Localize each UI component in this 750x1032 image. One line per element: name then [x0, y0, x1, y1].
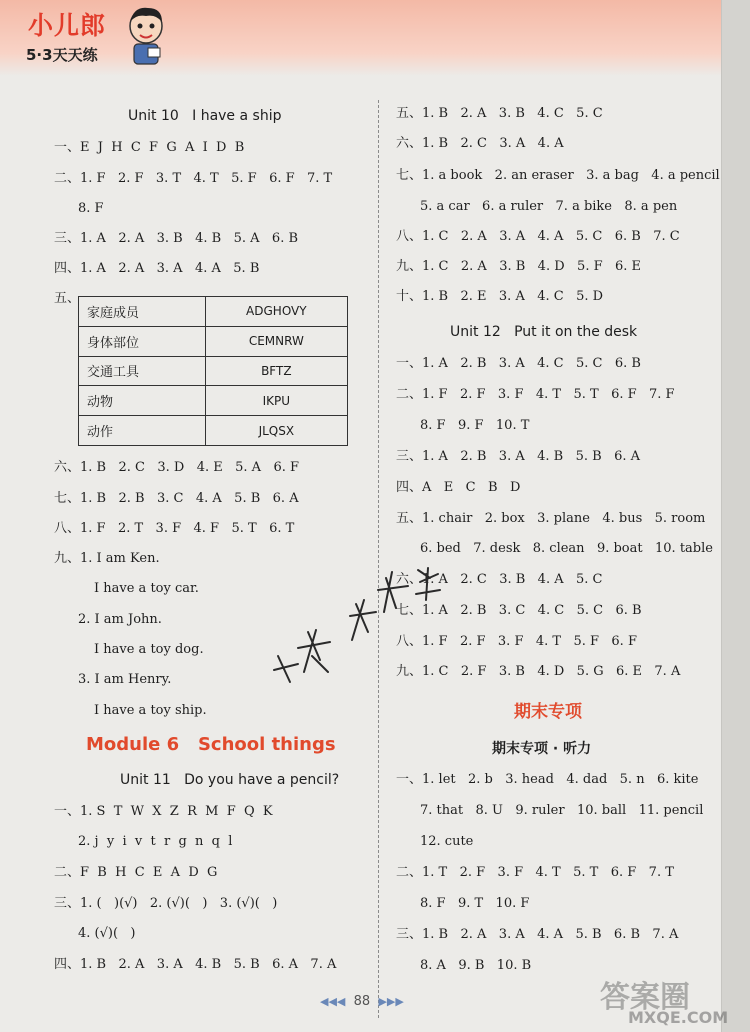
r-q7-line2: 5. a car 6. a ruler 7. a bike 8. a pen [420, 199, 678, 214]
watermark-url: MXQE.COM [628, 1008, 729, 1027]
category-cell: 身体部位 [79, 326, 206, 356]
r-q5: 五、1. B 2. A 3. B 4. C 5. C [396, 106, 603, 121]
category-cell: 家庭成员 [79, 297, 206, 327]
mascot-boy-icon [122, 4, 170, 68]
f-q3-line2: 8. A 9. B 10. B [420, 958, 532, 973]
prev-arrows-icon: ◀◀◀ [320, 995, 346, 1008]
u10-q5-label: 五、 [54, 291, 81, 306]
u10-q8: 八、1. F 2. T 3. F 4. F 5. T 6. T [54, 521, 295, 536]
f-q1-line3: 12. cute [420, 834, 474, 849]
u11-q2: 二、F B H C E A D G [54, 865, 218, 880]
u12-q1: 一、1. A 2. B 3. A 4. C 5. C 6. B [396, 356, 641, 371]
page-edge-strip [721, 0, 750, 1032]
u10-q2-line2: 8. F [78, 201, 104, 216]
category-cell: 动作 [79, 416, 206, 446]
final-section-title: 期末专项 [514, 702, 582, 722]
u10-q6: 六、1. B 2. C 3. D 4. E 5. A 6. F [54, 460, 300, 475]
watermark-logo: 答案圈 [600, 980, 690, 1015]
brand-logo-subtitle: 5·3天天练 [26, 46, 98, 64]
page-number-footer [320, 994, 404, 1009]
u10-q4: 四、1. A 2. A 3. A 4. A 5. B [54, 261, 260, 276]
f-q3-line1: 三、1. B 2. A 3. A 4. A 5. B 6. B 7. A [396, 927, 679, 942]
unit10-title: Unit 10 I have a ship [128, 108, 282, 124]
u12-q4: 四、A E C B D [396, 480, 521, 495]
answer-cell: CEMNRW [205, 326, 347, 356]
answer-cell: BFTZ [205, 356, 347, 386]
table-row [79, 326, 348, 356]
u12-q2-line1: 二、1. F 2. F 3. F 4. T 5. T 6. F 7. F [396, 387, 675, 402]
unit11-title: Unit 11 Do you have a pencil? [120, 772, 340, 788]
answer-cell: JLQSX [205, 416, 347, 446]
u10-q9-line1: 九、1. I am Ken. [54, 551, 160, 566]
r-q6: 六、1. B 2. C 3. A 4. A [396, 136, 564, 151]
final-section-subtitle: 期末专项 · 听力 [492, 741, 592, 757]
r-q7-line1: 七、1. a book 2. an eraser 3. a bag 4. a pencil [396, 168, 720, 183]
u10-q9-line2: I have a toy car. [94, 581, 199, 596]
u11-q1-line2: 2. j y i v t r g n q l [78, 834, 233, 849]
table-row [79, 356, 348, 386]
u12-q2-line2: 8. F 9. F 10. T [420, 418, 530, 433]
u11-q1-line1: 一、1. S T W X Z R M F Q K [54, 804, 273, 819]
u10-q9-line5: 3. I am Henry. [78, 672, 172, 687]
u10-q1: 一、E J H C F G A I D B [54, 140, 245, 155]
category-table [78, 296, 348, 446]
unit12-title: Unit 12 Put it on the desk [450, 324, 638, 340]
u12-q9: 九、1. C 2. F 3. B 4. D 5. G 6. E 7. A [396, 664, 681, 679]
header-banner [0, 0, 750, 76]
f-q1-line1: 一、1. let 2. b 3. head 4. dad 5. n 6. kite [396, 772, 699, 787]
module-title: Module 6 School things [86, 734, 336, 755]
u12-q3: 三、1. A 2. B 3. A 4. B 5. B 6. A [396, 449, 641, 464]
u12-q8: 八、1. F 2. F 3. F 4. T 5. F 6. F [396, 634, 637, 649]
brand-logo-title: 小儿郎 [28, 11, 107, 40]
u11-q3-line1: 三、1. ( )(√) 2. (√)( ) 3. (√)( ) [54, 896, 278, 911]
u10-q9-line4: I have a toy dog. [94, 642, 204, 657]
answer-cell: IKPU [205, 386, 347, 416]
category-cell: 动物 [79, 386, 206, 416]
table-row [79, 416, 348, 446]
next-arrows-icon: ▶▶▶ [378, 995, 404, 1008]
r-q8: 八、1. C 2. A 3. A 4. A 5. C 6. B 7. C [396, 229, 680, 244]
u11-q3-line2: 4. (√)( ) [78, 926, 136, 941]
u11-q4: 四、1. B 2. A 3. A 4. B 5. B 6. A 7. A [54, 957, 337, 972]
u12-q7: 七、1. A 2. B 3. C 4. C 5. C 6. B [396, 603, 642, 618]
u10-q9-line3: 2. I am John. [78, 612, 162, 627]
f-q2-line2: 8. F 9. T 10. F [420, 896, 530, 911]
u10-q3: 三、1. A 2. A 3. B 4. B 5. A 6. B [54, 231, 299, 246]
column-divider [378, 100, 379, 1018]
table-row [79, 386, 348, 416]
page-number: 88 [353, 994, 371, 1009]
f-q1-line2: 7. that 8. U 9. ruler 10. ball 11. pencil [420, 803, 704, 818]
category-cell: 交通工具 [79, 356, 206, 386]
f-q2-line1: 二、1. T 2. F 3. F 4. T 5. T 6. F 7. T [396, 865, 674, 880]
r-q9: 九、1. C 2. A 3. B 4. D 5. F 6. E [396, 259, 642, 274]
table-row [79, 297, 348, 327]
u10-q9-line6: I have a toy ship. [94, 703, 207, 718]
u12-q6: 六、1. A 2. C 3. B 4. A 5. C [396, 572, 603, 587]
u12-q5-line1: 五、1. chair 2. box 3. plane 4. bus 5. room [396, 511, 706, 526]
answer-cell: ADGHOVY [205, 297, 347, 327]
u10-q7: 七、1. B 2. B 3. C 4. A 5. B 6. A [54, 491, 299, 506]
handwriting-scribble-icon [268, 560, 448, 690]
u12-q5-line2: 6. bed 7. desk 8. clean 9. boat 10. table [420, 541, 713, 556]
r-q10: 十、1. B 2. E 3. A 4. C 5. D [396, 289, 604, 304]
u10-q2-line1: 二、1. F 2. F 3. T 4. T 5. F 6. F 7. T [54, 171, 333, 186]
